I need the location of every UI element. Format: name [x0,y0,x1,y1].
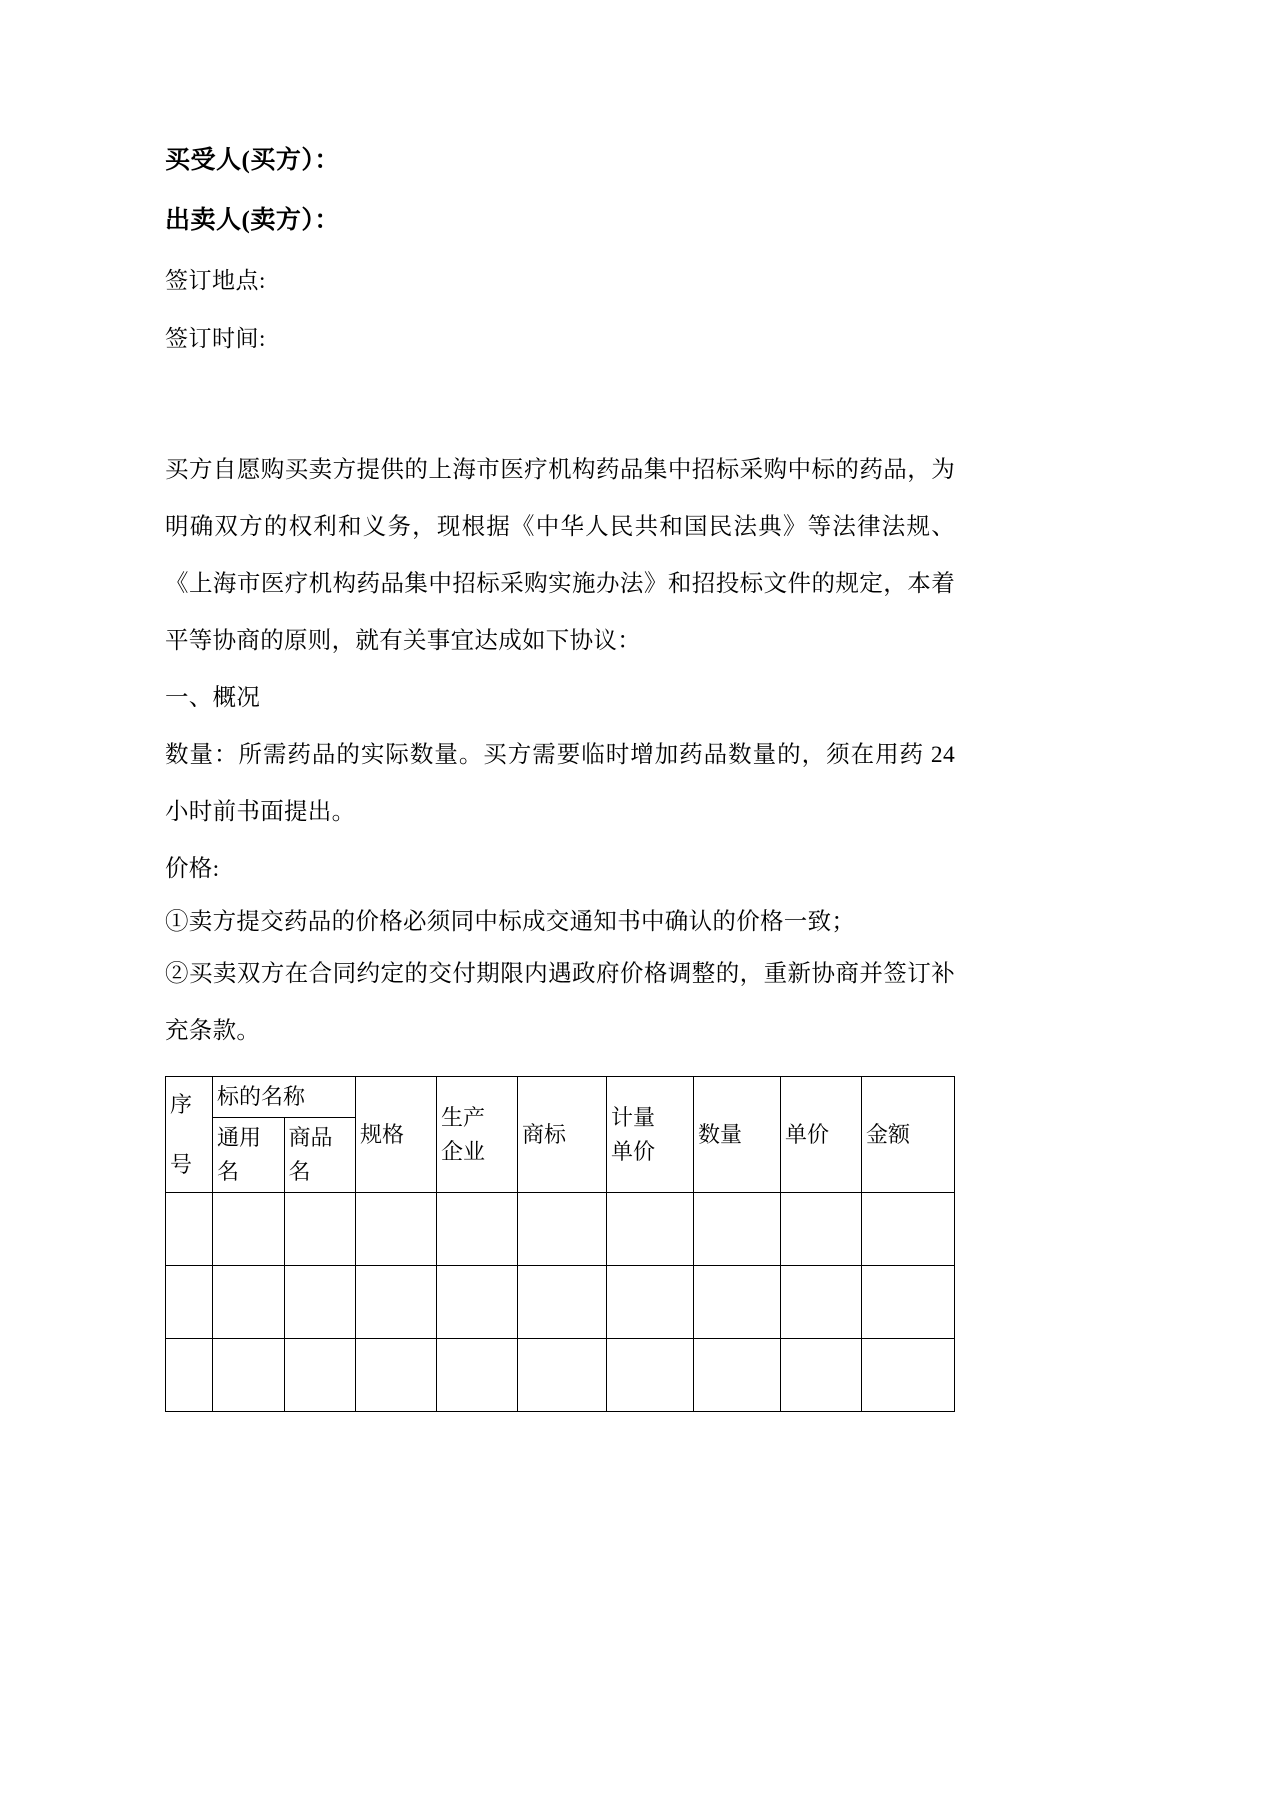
cell-unit-price[interactable] [781,1266,862,1339]
top-spacer-2 [165,70,955,148]
table-row [166,1266,955,1339]
header-seq-top: 序 [170,1091,193,1117]
cell-spec[interactable] [356,1266,437,1339]
cell-maker[interactable] [437,1339,518,1412]
header-cell-trademark: 商标 [518,1077,607,1193]
cell-amount[interactable] [862,1339,955,1412]
cell-spec[interactable] [356,1339,437,1412]
cell-quantity[interactable] [694,1266,781,1339]
table-header-row-top [166,1077,955,1118]
intro-gap [165,350,955,442]
header-cell-maker [437,1077,518,1193]
cell-spec[interactable] [356,1193,437,1266]
cell-seq[interactable] [166,1266,213,1339]
meta-gap-2 [165,292,955,327]
header-measure-bottom: 单价 [611,1138,656,1164]
top-spacer [165,0,955,70]
header-cell-amount: 金额 [862,1077,955,1193]
header-measure-top: 计量 [611,1104,656,1130]
header-cell-subject-name: 标的名称 [213,1077,356,1118]
seller-party-line: 出卖人(卖方）： [165,207,340,234]
cell-amount[interactable] [862,1266,955,1339]
cell-measure-price[interactable] [607,1339,694,1412]
cell-unit-price[interactable] [781,1339,862,1412]
cell-maker[interactable] [437,1266,518,1339]
table-row [166,1339,955,1412]
price-item-1: ①卖方提交药品的价格必须同中标成交通知书中确认的价格一致； [165,909,856,935]
goods-table [165,1076,955,1412]
cell-trademark[interactable] [518,1266,607,1339]
header-cell-measure-price [607,1077,694,1193]
header-seq-bottom: 号 [170,1151,193,1177]
cell-unit-price[interactable] [781,1193,862,1266]
cell-measure-price[interactable] [607,1193,694,1266]
intro-paragraph: 买方自愿购买卖方提供的上海市医疗机构药品集中招标采购中标的药品，为明确双方的权利和义务，现根据《中华人民共和国民法典》等法律法规、《上海市医疗机构药品集中招标采购实施办法》和招投标文件的规定，本着平等协商的原则，就有关事宜达成如下协议： [165,457,955,654]
header-cell-unit-price: 单价 [781,1077,862,1193]
header-cell-seq [166,1077,213,1193]
header-cell-quantity: 数量 [694,1077,781,1193]
cell-quantity[interactable] [694,1339,781,1412]
cell-generic-name[interactable] [213,1266,285,1339]
cell-amount[interactable] [862,1193,955,1266]
header-maker-top: 生产 [441,1104,486,1130]
cell-trademark[interactable] [518,1193,607,1266]
document-content [165,0,955,1412]
cell-generic-name[interactable] [213,1339,285,1412]
cell-brand-name[interactable] [284,1339,356,1412]
meta-gap-1 [165,233,955,269]
header-maker-bottom: 企业 [441,1138,486,1164]
buyer-party-line: 买受人(买方）： [165,147,340,174]
signing-location-line: 签订地点: [165,268,266,293]
quantity-paragraph: 数量：所需药品的实际数量。买方需要临时增加药品数量的，须在用药 24 小时前书面提出。 [165,742,955,825]
header-cell-generic-name: 通用名 [213,1118,285,1193]
signing-time-line: 签订时间: [165,326,266,351]
cell-seq[interactable] [166,1193,213,1266]
section-one-title: 一、概况 [165,685,261,711]
cell-trademark[interactable] [518,1339,607,1412]
header-cell-brand-name: 商品名 [284,1118,356,1193]
cell-brand-name[interactable] [284,1193,356,1266]
party-gap [165,173,955,208]
cell-maker[interactable] [437,1193,518,1266]
cell-measure-price[interactable] [607,1266,694,1339]
price-item-2: ②买卖双方在合同约定的交付期限内遇政府价格调整的，重新协商并签订补充条款。 [165,961,955,1044]
cell-seq[interactable] [166,1339,213,1412]
cell-brand-name[interactable] [284,1266,356,1339]
price-label: 价格: [165,856,220,882]
header-cell-spec: 规格 [356,1077,437,1193]
table-row [166,1193,955,1266]
cell-quantity[interactable] [694,1193,781,1266]
cell-generic-name[interactable] [213,1193,285,1266]
